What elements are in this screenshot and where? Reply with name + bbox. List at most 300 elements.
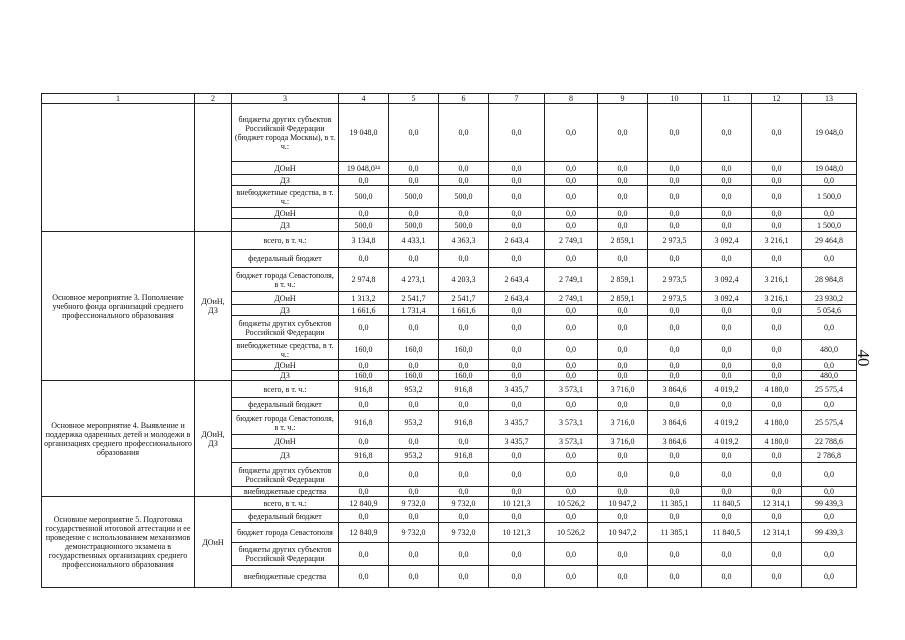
value-cell: 0,0 [648, 566, 702, 588]
value-cell: 0,0 [752, 208, 802, 219]
value-cell: 0,0 [489, 208, 545, 219]
column-header: 4 [339, 94, 389, 104]
value-cell: 953,2 [389, 449, 439, 463]
value-cell: 0,0 [598, 398, 648, 411]
value-cell: 0,0 [489, 305, 545, 316]
value-cell: 0,0 [802, 316, 857, 340]
funding-source-cell: бюджеты других субъектов Российской Федерации [232, 543, 339, 566]
value-cell: 2 973,5 [648, 292, 702, 305]
value-cell: 0,0 [598, 566, 648, 588]
value-cell: 3 092,4 [702, 268, 752, 292]
funding-source-cell: ДЗ [232, 219, 339, 232]
value-cell: 0,0 [802, 510, 857, 523]
value-cell: 2 643,4 [489, 268, 545, 292]
table-row [42, 497, 857, 510]
value-cell: 0,0 [648, 175, 702, 186]
value-cell: 0,0 [598, 162, 648, 175]
value-cell: 0,0 [389, 104, 439, 162]
value-cell: 0,0 [752, 566, 802, 588]
value-cell: 0,0 [702, 543, 752, 566]
value-cell: 0,0 [802, 487, 857, 497]
value-cell: 9 732,0 [439, 497, 489, 510]
value-cell: 0,0 [545, 186, 598, 208]
value-cell: 3 435,7 [489, 411, 545, 435]
value-cell: 0,0 [489, 360, 545, 371]
value-cell: 0,0 [598, 371, 648, 381]
header-row [42, 94, 857, 104]
value-cell: 0,0 [598, 360, 648, 371]
value-cell: 0,0 [439, 487, 489, 497]
executor-cell [195, 104, 232, 232]
value-cell: 0,0 [389, 250, 439, 268]
value-cell: 0,0 [489, 543, 545, 566]
value-cell: 916,8 [339, 381, 389, 398]
column-header: 8 [545, 94, 598, 104]
value-cell: 0,0 [598, 449, 648, 463]
value-cell: 0,0 [598, 510, 648, 523]
executor-cell: ДОиН, ДЗ [195, 232, 232, 381]
value-cell: 0,0 [545, 463, 598, 487]
value-cell: 160,0 [439, 371, 489, 381]
funding-source-cell: внебюджетные средства, в т. ч.: [232, 340, 339, 360]
value-cell: 0,0 [389, 398, 439, 411]
value-cell: 0,0 [489, 186, 545, 208]
value-cell: 0,0 [802, 175, 857, 186]
value-cell: 0,0 [752, 162, 802, 175]
value-cell: 0,0 [702, 316, 752, 340]
value-cell: 0,0 [598, 175, 648, 186]
value-cell: 3 573,1 [545, 435, 598, 449]
value-cell: 9 732,0 [439, 523, 489, 543]
executor-cell: ДОиН [195, 497, 232, 588]
value-cell: 0,0 [752, 371, 802, 381]
funding-source-cell: всего, в т. ч.: [232, 232, 339, 250]
value-cell: 0,0 [752, 186, 802, 208]
funding-source-cell: внебюджетные средства [232, 487, 339, 497]
value-cell: 19 048,0 [339, 104, 389, 162]
value-cell: 12 314,1 [752, 523, 802, 543]
value-cell: 0,0 [702, 186, 752, 208]
value-cell: 3 435,7 [489, 435, 545, 449]
value-cell: 0,0 [545, 219, 598, 232]
value-cell: 0,0 [752, 543, 802, 566]
value-cell: 10 947,2 [598, 497, 648, 510]
value-cell: 1 500,0 [802, 219, 857, 232]
value-cell: 0,0 [802, 398, 857, 411]
value-cell: 0,0 [648, 316, 702, 340]
value-cell: 0,0 [545, 316, 598, 340]
value-cell: 0,0 [389, 208, 439, 219]
value-cell: 3 216,1 [752, 268, 802, 292]
value-cell: 916,8 [439, 411, 489, 435]
value-cell: 160,0 [339, 371, 389, 381]
value-cell: 19 048,0³⁴ [339, 162, 389, 175]
value-cell: 2 541,7 [389, 292, 439, 305]
value-cell: 0,0 [598, 316, 648, 340]
value-cell: 3 573,1 [545, 381, 598, 398]
value-cell: 0,0 [489, 162, 545, 175]
value-cell: 0,0 [545, 208, 598, 219]
value-cell: 22 788,6 [802, 435, 857, 449]
value-cell: 0,0 [389, 566, 439, 588]
value-cell: 0,0 [752, 175, 802, 186]
value-cell: 0,0 [545, 175, 598, 186]
value-cell: 0,0 [598, 219, 648, 232]
value-cell: 0,0 [752, 219, 802, 232]
value-cell: 2 859,1 [598, 268, 648, 292]
column-header: 7 [489, 94, 545, 104]
funding-source-cell: внебюджетные средства [232, 566, 339, 588]
value-cell: 0,0 [339, 566, 389, 588]
value-cell: 0,0 [339, 543, 389, 566]
budget-table [41, 93, 857, 588]
value-cell: 4 203,3 [439, 268, 489, 292]
funding-source-cell: бюджеты других субъектов Российской Федерации [232, 463, 339, 487]
value-cell: 0,0 [752, 487, 802, 497]
funding-source-cell: федеральный бюджет [232, 398, 339, 411]
executor-cell: ДОиН, ДЗ [195, 381, 232, 497]
value-cell: 4 180,0 [752, 411, 802, 435]
value-cell: 0,0 [598, 250, 648, 268]
value-cell: 10 526,2 [545, 497, 598, 510]
value-cell: 0,0 [545, 360, 598, 371]
value-cell: 0,0 [702, 398, 752, 411]
value-cell: 0,0 [702, 162, 752, 175]
value-cell: 0,0 [702, 208, 752, 219]
funding-source-cell: ДЗ [232, 449, 339, 463]
value-cell: 0,0 [648, 543, 702, 566]
value-cell: 500,0 [389, 186, 439, 208]
value-cell: 0,0 [439, 543, 489, 566]
value-cell: 0,0 [648, 162, 702, 175]
value-cell: 2 541,7 [439, 292, 489, 305]
value-cell: 0,0 [339, 250, 389, 268]
value-cell: 3 092,4 [702, 292, 752, 305]
value-cell: 0,0 [389, 463, 439, 487]
value-cell: 2 859,1 [598, 292, 648, 305]
value-cell: 0,0 [752, 360, 802, 371]
funding-source-cell: всего, в т. ч.: [232, 381, 339, 398]
column-header: 5 [389, 94, 439, 104]
table-row [42, 232, 857, 250]
value-cell: 3 716,0 [598, 435, 648, 449]
column-header: 10 [648, 94, 702, 104]
funding-source-cell: ДОиН [232, 435, 339, 449]
value-cell: 3 092,4 [702, 232, 752, 250]
value-cell: 0,0 [489, 219, 545, 232]
value-cell: 1 661,6 [439, 305, 489, 316]
value-cell: 10 947,2 [598, 523, 648, 543]
funding-source-cell: бюджеты других субъектов Российской Федерации (бюджет города Москвы), в т. ч.: [232, 104, 339, 162]
value-cell: 0,0 [389, 175, 439, 186]
value-cell: 0,0 [802, 566, 857, 588]
value-cell: 953,2 [389, 381, 439, 398]
value-cell: 11 840,5 [702, 523, 752, 543]
value-cell: 0,0 [648, 219, 702, 232]
value-cell: 10 121,3 [489, 497, 545, 510]
value-cell: 0,0 [489, 104, 545, 162]
value-cell: 0,0 [545, 398, 598, 411]
value-cell: 0,0 [648, 449, 702, 463]
value-cell: 0,0 [339, 510, 389, 523]
activity-name-cell [42, 104, 195, 232]
value-cell: 10 121,3 [489, 523, 545, 543]
value-cell: 0,0 [702, 510, 752, 523]
value-cell: 480,0 [802, 340, 857, 360]
value-cell: 0,0 [439, 316, 489, 340]
value-cell: 1 661,6 [339, 305, 389, 316]
value-cell: 0,0 [545, 340, 598, 360]
value-cell: 0,0 [752, 305, 802, 316]
value-cell: 0,0 [339, 175, 389, 186]
value-cell: 0,0 [802, 208, 857, 219]
value-cell: 0,0 [598, 487, 648, 497]
funding-source-cell: ДЗ [232, 305, 339, 316]
value-cell: 0,0 [598, 340, 648, 360]
value-cell: 3 573,1 [545, 411, 598, 435]
value-cell: 0,0 [702, 219, 752, 232]
value-cell: 160,0 [439, 340, 489, 360]
funding-source-cell: внебюджетные средства, в т. ч.: [232, 186, 339, 208]
value-cell: 0,0 [545, 510, 598, 523]
value-cell: 916,8 [439, 449, 489, 463]
table-row [42, 381, 857, 398]
value-cell: 0,0 [439, 510, 489, 523]
value-cell: 0,0 [489, 398, 545, 411]
value-cell: 2 859,1 [598, 232, 648, 250]
value-cell: 0,0 [439, 435, 489, 449]
value-cell: 0,0 [802, 360, 857, 371]
value-cell: 0,0 [648, 305, 702, 316]
value-cell: 480,0 [802, 371, 857, 381]
value-cell: 500,0 [439, 219, 489, 232]
column-header: 13 [802, 94, 857, 104]
column-header: 6 [439, 94, 489, 104]
value-cell: 4 363,3 [439, 232, 489, 250]
value-cell: 0,0 [702, 104, 752, 162]
value-cell: 2 749,1 [545, 292, 598, 305]
value-cell: 0,0 [545, 104, 598, 162]
value-cell: 3 134,8 [339, 232, 389, 250]
value-cell: 160,0 [389, 371, 439, 381]
value-cell: 0,0 [752, 104, 802, 162]
value-cell: 0,0 [648, 340, 702, 360]
value-cell: 0,0 [702, 175, 752, 186]
value-cell: 0,0 [702, 360, 752, 371]
table-row [42, 104, 857, 162]
value-cell: 0,0 [802, 543, 857, 566]
value-cell: 0,0 [648, 250, 702, 268]
value-cell: 0,0 [702, 305, 752, 316]
value-cell: 4 433,1 [389, 232, 439, 250]
value-cell: 1 500,0 [802, 186, 857, 208]
value-cell: 0,0 [339, 398, 389, 411]
value-cell: 0,0 [489, 316, 545, 340]
value-cell: 0,0 [489, 340, 545, 360]
value-cell: 28 984,8 [802, 268, 857, 292]
value-cell: 3 864,6 [648, 411, 702, 435]
value-cell: 2 643,4 [489, 232, 545, 250]
value-cell: 99 439,3 [802, 497, 857, 510]
value-cell: 2 973,5 [648, 232, 702, 250]
value-cell: 2 786,8 [802, 449, 857, 463]
value-cell: 1 731,4 [389, 305, 439, 316]
value-cell: 4 019,2 [702, 381, 752, 398]
value-cell: 916,8 [339, 449, 389, 463]
activity-name-cell: Основное мероприятие 4. Выявление и поддержка одаренных детей и молодежи в организациях среднего профессионального образования [42, 381, 195, 497]
funding-source-cell: ДЗ [232, 371, 339, 381]
funding-source-cell: федеральный бюджет [232, 250, 339, 268]
value-cell: 3 716,0 [598, 411, 648, 435]
value-cell: 0,0 [702, 566, 752, 588]
value-cell: 916,8 [339, 411, 389, 435]
value-cell: 0,0 [702, 340, 752, 360]
funding-source-cell: ДОиН [232, 292, 339, 305]
value-cell: 0,0 [389, 162, 439, 175]
value-cell: 0,0 [598, 104, 648, 162]
value-cell: 0,0 [489, 510, 545, 523]
value-cell: 2 973,5 [648, 268, 702, 292]
value-cell: 0,0 [702, 463, 752, 487]
value-cell: 11 840,5 [702, 497, 752, 510]
value-cell: 0,0 [752, 463, 802, 487]
value-cell: 0,0 [339, 208, 389, 219]
value-cell: 25 575,4 [802, 381, 857, 398]
value-cell: 9 732,0 [389, 497, 439, 510]
value-cell: 4 180,0 [752, 435, 802, 449]
value-cell: 0,0 [648, 208, 702, 219]
value-cell: 25 575,4 [802, 411, 857, 435]
value-cell: 0,0 [702, 250, 752, 268]
value-cell: 0,0 [339, 487, 389, 497]
value-cell: 0,0 [648, 463, 702, 487]
column-header: 3 [232, 94, 339, 104]
funding-source-cell: бюджеты других субъектов Российской Федерации [232, 316, 339, 340]
funding-source-cell: ДОиН [232, 208, 339, 219]
column-header: 11 [702, 94, 752, 104]
column-header: 1 [42, 94, 195, 104]
funding-source-cell: ДОиН [232, 162, 339, 175]
value-cell: 0,0 [702, 487, 752, 497]
value-cell: 0,0 [389, 510, 439, 523]
value-cell: 0,0 [702, 371, 752, 381]
value-cell: 500,0 [439, 186, 489, 208]
column-header: 12 [752, 94, 802, 104]
value-cell: 0,0 [389, 435, 439, 449]
value-cell: 0,0 [752, 250, 802, 268]
value-cell: 0,0 [439, 398, 489, 411]
value-cell: 0,0 [489, 175, 545, 186]
value-cell: 0,0 [545, 487, 598, 497]
value-cell: 0,0 [389, 487, 439, 497]
value-cell: 2 974,8 [339, 268, 389, 292]
value-cell: 0,0 [339, 435, 389, 449]
value-cell: 0,0 [489, 566, 545, 588]
value-cell: 0,0 [598, 463, 648, 487]
value-cell: 0,0 [339, 463, 389, 487]
value-cell: 500,0 [339, 219, 389, 232]
value-cell: 0,0 [339, 360, 389, 371]
value-cell: 3 435,7 [489, 381, 545, 398]
value-cell: 0,0 [489, 463, 545, 487]
value-cell: 23 930,2 [802, 292, 857, 305]
value-cell: 19 048,0 [802, 104, 857, 162]
value-cell: 0,0 [389, 316, 439, 340]
value-cell: 0,0 [802, 463, 857, 487]
value-cell: 4 019,2 [702, 435, 752, 449]
value-cell: 0,0 [545, 162, 598, 175]
value-cell: 0,0 [752, 510, 802, 523]
value-cell: 500,0 [389, 219, 439, 232]
value-cell: 3 716,0 [598, 381, 648, 398]
value-cell: 0,0 [545, 566, 598, 588]
value-cell: 9 732,0 [389, 523, 439, 543]
value-cell: 4 180,0 [752, 381, 802, 398]
value-cell: 0,0 [389, 543, 439, 566]
column-header: 2 [195, 94, 232, 104]
value-cell: 12 840,9 [339, 523, 389, 543]
value-cell: 4 019,2 [702, 411, 752, 435]
value-cell: 5 054,6 [802, 305, 857, 316]
value-cell: 0,0 [439, 175, 489, 186]
value-cell: 0,0 [752, 449, 802, 463]
value-cell: 0,0 [339, 316, 389, 340]
funding-source-cell: бюджет города Севастополя, в т. ч.: [232, 411, 339, 435]
value-cell: 0,0 [439, 162, 489, 175]
value-cell: 0,0 [648, 510, 702, 523]
column-header: 9 [598, 94, 648, 104]
value-cell: 1 313,2 [339, 292, 389, 305]
value-cell: 0,0 [802, 250, 857, 268]
value-cell: 0,0 [648, 360, 702, 371]
value-cell: 0,0 [439, 566, 489, 588]
value-cell: 0,0 [545, 543, 598, 566]
value-cell: 0,0 [545, 250, 598, 268]
value-cell: 19 048,0 [802, 162, 857, 175]
value-cell: 0,0 [545, 305, 598, 316]
value-cell: 0,0 [489, 371, 545, 381]
value-cell: 99 439,3 [802, 523, 857, 543]
value-cell: 0,0 [439, 463, 489, 487]
value-cell: 0,0 [648, 487, 702, 497]
funding-source-cell: федеральный бюджет [232, 510, 339, 523]
value-cell: 0,0 [439, 208, 489, 219]
value-cell: 0,0 [752, 316, 802, 340]
value-cell: 29 464,8 [802, 232, 857, 250]
value-cell: 953,2 [389, 411, 439, 435]
value-cell: 0,0 [598, 208, 648, 219]
value-cell: 2 643,4 [489, 292, 545, 305]
value-cell: 0,0 [439, 104, 489, 162]
value-cell: 160,0 [339, 340, 389, 360]
value-cell: 0,0 [702, 449, 752, 463]
value-cell: 0,0 [389, 360, 439, 371]
funding-source-cell: ДОиН [232, 360, 339, 371]
value-cell: 0,0 [598, 186, 648, 208]
value-cell: 0,0 [598, 543, 648, 566]
value-cell: 4 273,1 [389, 268, 439, 292]
value-cell: 3 864,6 [648, 435, 702, 449]
value-cell: 0,0 [489, 449, 545, 463]
value-cell: 0,0 [752, 398, 802, 411]
value-cell: 11 385,1 [648, 523, 702, 543]
value-cell: 916,8 [439, 381, 489, 398]
activity-name-cell: Основное мероприятие 5. Подготовка государственной итоговой аттестации и ее проведение с использованием механизмов демонстрационного экзамена в государственных организациях среднего профессионального образования [42, 497, 195, 588]
funding-source-cell: ДЗ [232, 175, 339, 186]
value-cell: 2 749,1 [545, 268, 598, 292]
value-cell: 0,0 [648, 398, 702, 411]
value-cell: 0,0 [648, 371, 702, 381]
